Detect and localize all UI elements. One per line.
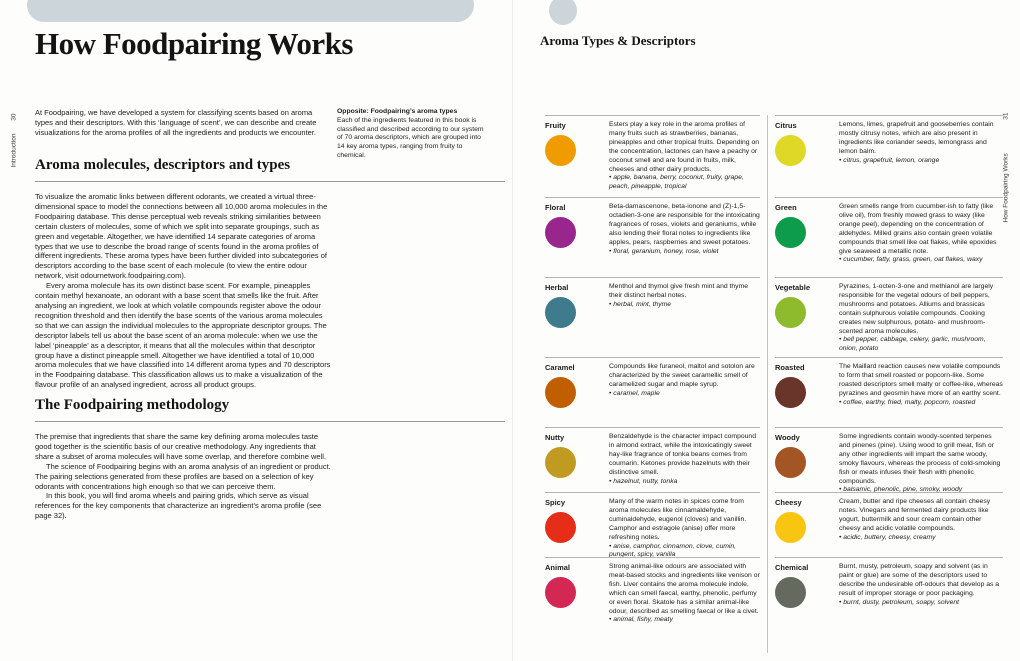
section-heading-aroma-molecules: Aroma molecules, descriptors and types [35, 157, 291, 173]
aroma-type-label: Herbal [545, 283, 569, 292]
section-body-aroma-molecules [35, 192, 331, 390]
aroma-type-body [609, 203, 760, 277]
aroma-color-dot [545, 377, 576, 408]
aroma-type-row [775, 492, 1003, 557]
aroma-type-body [609, 363, 760, 427]
aroma-type-row [775, 197, 1003, 277]
aroma-type-label: Nutty [545, 433, 565, 442]
aroma-type-row [775, 427, 1003, 492]
aroma-descriptor-list: • apple, banana, berry, coconut, fruity, grape, peach, pineapple, tropical [609, 174, 760, 192]
aroma-column-left [545, 115, 760, 653]
aroma-description: Strong animal-like odours are associated with meat-based stocks and ingredients like venison or fish. Liver contains the aroma molecule indole, which can smell faecal, earthy, phenolic, perfumy or even floral. Skatole has a similar animal-like odour, described as smelling faecal or like a civet. [609, 563, 760, 615]
aroma-descriptor-list: • coffee, earthy, fried, malty, popcorn, roasted [839, 399, 1003, 408]
aroma-type-body [609, 121, 760, 197]
aroma-type-body [839, 203, 1003, 277]
aroma-color-dot [775, 577, 806, 608]
aroma-description: Burnt, musty, petroleum, soapy and solvent (as in paint or glue) are some of the descriptors used to describe the undesirable off-odours that develop as a result of improper storage or poor packaging. [839, 563, 1000, 597]
section-rule [35, 421, 505, 422]
aroma-type-row [545, 492, 760, 557]
aroma-type-header [545, 121, 609, 197]
aroma-description: Many of the warm notes in spices come from aroma molecules like cinnamaldehyde, cuminaldehyde, eugenol (cloves) and vanillin. Camphor and estragole (anise) offer more refreshing notes. [609, 498, 747, 541]
aroma-description: Lemons, limes, grapefruit and gooseberries contain mostly citrusy notes, which are also present in ingredients like coriander seeds, lemongrass and lemon balm. [839, 121, 994, 155]
aroma-color-dot [545, 447, 576, 478]
aroma-type-label: Vegetable [775, 283, 811, 292]
column-divider [767, 115, 768, 653]
left-spine-text [10, 114, 19, 168]
aroma-color-dot [775, 217, 806, 248]
aroma-type-row [545, 277, 760, 357]
aroma-type-body [839, 121, 1003, 197]
aroma-color-dot [775, 512, 806, 543]
section-body-methodology [35, 432, 331, 521]
aroma-type-row [545, 427, 760, 492]
aroma-types-grid [545, 115, 1003, 653]
aroma-type-header [545, 563, 609, 653]
aroma-type-label: Floral [545, 203, 566, 212]
aroma-descriptor-list: • balsamic, phenolic, pine, smoky, woody [839, 486, 1003, 495]
aroma-descriptor-list: • caramel, maple [609, 390, 760, 399]
aroma-type-row [545, 197, 760, 277]
aroma-type-body [839, 363, 1003, 427]
aroma-description: Some ingredients contain woody-scented terpenes and pinenes (pine). Using wood to grill meat, fish or any other ingredients will impart the same woody, smoky flavours, whereas the process of cold-smoking fish or meats infuses their flesh with phenolic compounds. [839, 433, 1001, 485]
aroma-type-row [545, 115, 760, 197]
aroma-type-header [775, 433, 839, 492]
aroma-type-header [775, 283, 839, 357]
aroma-type-header [775, 498, 839, 557]
caption-title: Opposite: Foodpairing’s aroma types [337, 108, 458, 115]
aroma-type-body [839, 433, 1003, 492]
section-heading-methodology: The Foodpairing methodology [35, 397, 230, 413]
aroma-type-label: Animal [545, 563, 571, 572]
aroma-type-label: Green [775, 203, 797, 212]
aroma-type-header [775, 563, 839, 653]
aroma-description: Esters play a key role in the aroma profiles of many fruits such as strawberries, bananas, pineapples and other tropical fruits. Depending on the concentration, lactones can have a peachy or coconut smell and are found in fruits, milk, cheeses and other dairy products. [609, 121, 760, 173]
aroma-type-row [775, 277, 1003, 357]
aroma-type-label: Cheesy [775, 498, 802, 507]
aroma-descriptor-list: • animal, fishy, meaty [609, 616, 760, 625]
aroma-type-body [839, 283, 1003, 357]
aroma-type-row [775, 557, 1003, 653]
aroma-type-body [839, 563, 1003, 653]
body-paragraph: The premise that ingredients that share the same key defining aroma molecules taste good together is the scientific basis of our creative methodology. Any ingredients that share a subset of aroma molecules will have some overlap, and therefore combine well. [35, 432, 326, 461]
right-page-number: 31 [1002, 112, 1010, 120]
body-paragraph: In this book, you will find aroma wheels and pairing grids, which serve as visual references for the key components that characterize an ingredient’s aroma profile (see page 32). [35, 491, 322, 521]
aroma-type-label: Citrus [775, 121, 797, 130]
aroma-type-header [545, 363, 609, 427]
aroma-color-dot [545, 577, 576, 608]
right-page-title: Aroma Types & Descriptors [540, 33, 696, 48]
aroma-descriptor-list: • hazelnut, nutty, tonka [609, 478, 760, 487]
caption-body: Each of the ingredients featured in this book is classified and described according to our system of 70 aroma descriptors, which are grouped into 14 key aroma types, ranging from fruity to chemical. [337, 116, 484, 159]
aroma-descriptor-list: • anise, camphor, cinnamon, clove, cumin, pungent, spicy, vanilla [609, 543, 760, 561]
aroma-description: Menthol and thymol give fresh mint and thyme their distinct herbal notes. [609, 283, 749, 299]
aroma-description: Green smells range from cucumber-ish to fatty (like olive oil), from freshly mowed grass to waxy (like orange peel), depending on the concentration of aldehydes. Milled grains also contain green volatile compounds that smell like oat flakes, while epoxides give seaweed a metallic note. [839, 203, 997, 255]
aroma-type-body [609, 563, 760, 653]
aroma-color-dot [775, 297, 806, 328]
aroma-type-row [545, 357, 760, 427]
aroma-description: Compounds like furaneol, maltol and sotolon are characterized by the sweet caramellic smell of caramelized sugar and maple syrup. [609, 363, 755, 388]
aroma-color-dot [545, 297, 576, 328]
aroma-color-dot [545, 512, 576, 543]
right-spine-section: How Foodpairing Works [1002, 153, 1010, 223]
aroma-type-header [775, 203, 839, 277]
aroma-color-dot [775, 135, 806, 166]
aroma-description: Beta-damascenone, beta-ionone and (Z)-1,5-octadien-3-one are responsible for the intoxicating fragrances of roses, violets and geraniums, while also lending their floral notes to ingredients like apples, pears, raspberries and sweet potatoes. [609, 203, 760, 246]
aroma-descriptor-list: • burnt, dusty, petroleum, soapy, solvent [839, 599, 1003, 608]
aroma-description: The Maillard reaction causes new volatile compounds to form that smell roasted or popcorn-like. Some roasted descriptors smell malty or coffee-like, whereas pyrazines and geosmin have more of an earthy scent. [839, 363, 1003, 397]
aroma-type-header [545, 283, 609, 357]
thumb-tab-right [549, 0, 577, 25]
body-paragraph: Every aroma molecule has its own distinct base scent. For example, pineapples contain methyl hexanoate, an odorant with a base scent that smells like the fruit. After analysing an ingredient, we look at which volatile compounds register above the odour recognition threshold and then identify the base scents of the various aroma molecules so that we can assign the individual molecules to the appropriate descriptor groups. The descriptor labels tell us about the base scent of an aroma molecule: when we use the label ‘pineapple’ as a descriptor, it means that all the molecules within that descriptor group have a distinct pineapple smell. Altogether we have identified a total of 10,000 aroma molecules that we have classified into 14 different aroma types and 70 descriptors in the Foodpairing database. This classification allows us to make a visualization of the flavour profile of an analysed ingredient, across all product groups. [35, 281, 331, 390]
aroma-type-header [775, 363, 839, 427]
aroma-type-label: Caramel [545, 363, 575, 372]
aroma-type-label: Chemical [775, 563, 809, 572]
aroma-description: Cream, butter and ripe cheeses all contain cheesy notes. Vinegars and fermented dairy products like yogurt, buttermilk and sour cream contain other cheesy and acidic volatile compounds. [839, 498, 991, 532]
left-page-number: 30 [10, 113, 18, 121]
aroma-color-dot [545, 135, 576, 166]
opposite-caption [337, 108, 487, 161]
aroma-type-header [545, 498, 609, 557]
thumb-tab-left [27, 0, 474, 22]
aroma-type-label: Fruity [545, 121, 566, 130]
body-paragraph: The science of Foodpairing begins with an aroma analysis of an ingredient or product. The pairing selections generated from these profiles are based on a selection of key odorants with concentrations high enough so that we can perceive them. [35, 461, 331, 491]
aroma-type-body [609, 433, 760, 492]
aroma-type-label: Roasted [775, 363, 805, 372]
aroma-descriptor-list: • bell pepper, cabbage, celery, garlic, mushroom, onion, potato [839, 336, 1003, 354]
aroma-descriptor-list: • floral, geranium, honey, rose, violet [609, 248, 760, 257]
aroma-type-row [545, 557, 760, 653]
aroma-type-header [775, 121, 839, 197]
aroma-color-dot [775, 447, 806, 478]
intro-paragraph: At Foodpairing, we have developed a system for classifying scents based on aroma types and their descriptors. With this ‘language of scent’, we can describe and create visualizations for the aroma profiles of all the ingredients and products we encounter. [35, 108, 317, 137]
aroma-type-header [545, 433, 609, 492]
section-rule [35, 181, 505, 182]
left-page-title: How Foodpairing Works [35, 26, 353, 61]
aroma-type-body [839, 498, 1003, 557]
aroma-type-row [775, 357, 1003, 427]
aroma-descriptor-list: • herbal, mint, thyme [609, 301, 760, 310]
aroma-column-right [775, 115, 1003, 653]
aroma-type-body [609, 498, 760, 557]
aroma-descriptor-list: • citrus, grapefruit, lemon, orange [839, 157, 1003, 166]
aroma-descriptor-list: • cucumber, fatty, grass, green, oat flakes, waxy [839, 256, 1003, 265]
body-paragraph: To visualize the aromatic links between different odorants, we created a virtual three-dimensional space to model the connections between all 10,000 aroma molecules in the Foodpairing database. This dense perceptual web reveals striking similarities between certain clusters of molecules, some of which we split into separate groupings, such as green and vegetable. Altogether, we have identified 14 separate categories of aroma types that we use to describe the broad range of scents found in the aroma profiles of different ingredients. These aroma types have been further divided into subcategories of descriptors according to the base scent of each molecule (to view the entire odour network, visit odournetwork.foodpairing.com). [35, 192, 328, 281]
aroma-type-row [775, 115, 1003, 197]
aroma-type-label: Spicy [545, 498, 566, 507]
aroma-color-dot [545, 217, 576, 248]
aroma-type-label: Woody [775, 433, 800, 442]
aroma-type-body [609, 283, 760, 357]
aroma-descriptor-list: • acidic, buttery, cheesy, creamy [839, 534, 1003, 543]
left-spine-section: Introduction [10, 133, 18, 168]
aroma-color-dot [775, 377, 806, 408]
aroma-description: Pyrazines, 1-octen-3-one and methianol are largely responsible for the vegetal odours of bell peppers, mushrooms and potatoes. Alliums and brassicas contain sulphurous volatile compounds. Cooking creates new sulphurous, potato- and mushroom-scented aroma molecules. [839, 283, 994, 335]
aroma-type-header [545, 203, 609, 277]
page-gutter-line [512, 0, 513, 661]
aroma-description: Benzaldehyde is the character impact compound in almond extract, while the intoxicatingly sweet hay-like fragrance of tonka beans comes from coumarin. Ketones provide hazelnuts with their distinctive smell. [609, 433, 756, 476]
